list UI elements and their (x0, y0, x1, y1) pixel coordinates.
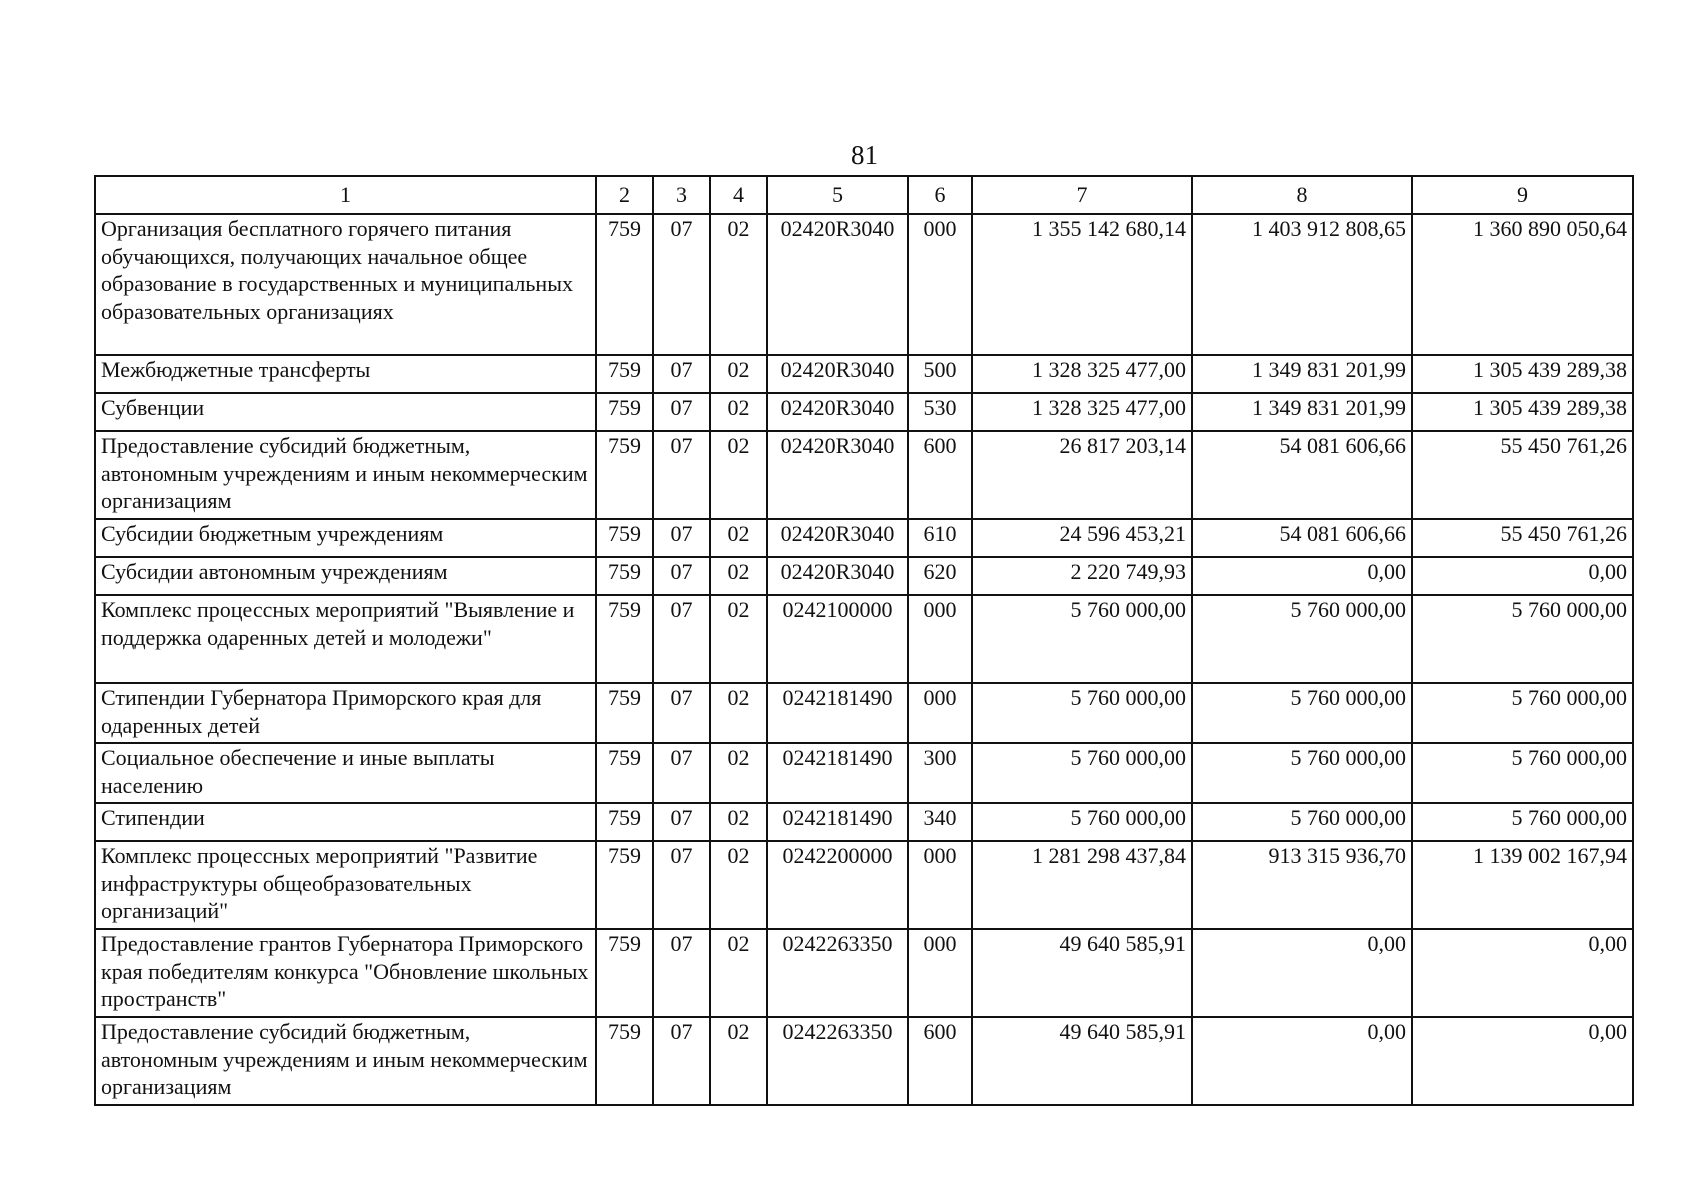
row-name: Субвенции (95, 393, 596, 431)
cell-c3: 07 (653, 595, 710, 683)
cell-c7: 24 596 453,21 (972, 519, 1192, 557)
table-row (95, 431, 1633, 519)
table-row (95, 743, 1633, 803)
row-name: Субсидии автономным учреждениям (95, 557, 596, 595)
cell-c4: 02 (710, 683, 767, 743)
row-name: Социальное обеспечение и иные выплаты населению (95, 743, 596, 803)
cell-c6: 530 (908, 393, 972, 431)
cell-c6: 340 (908, 803, 972, 841)
row-name: Стипендии (95, 803, 596, 841)
cell-c2: 759 (596, 214, 653, 355)
cell-c8: 0,00 (1192, 1017, 1412, 1105)
cell-c8: 0,00 (1192, 557, 1412, 595)
table-row (95, 393, 1633, 431)
cell-c5: 0242200000 (767, 841, 908, 929)
cell-c9: 1 360 890 050,64 (1412, 214, 1633, 355)
cell-c7: 1 328 325 477,00 (972, 355, 1192, 393)
cell-c7: 1 355 142 680,14 (972, 214, 1192, 355)
row-name: Организация бесплатного горячего питания обучающихся, получающих начальное общее образование в государственных и муниципальных образовательных организациях (95, 214, 596, 355)
cell-c4: 02 (710, 929, 767, 1017)
cell-c7: 5 760 000,00 (972, 743, 1192, 803)
table-row (95, 1017, 1633, 1105)
cell-c3: 07 (653, 841, 710, 929)
cell-c4: 02 (710, 1017, 767, 1105)
cell-c9: 1 305 439 289,38 (1412, 393, 1633, 431)
cell-c6: 000 (908, 595, 972, 683)
row-name: Межбюджетные трансферты (95, 355, 596, 393)
cell-c4: 02 (710, 214, 767, 355)
cell-c3: 07 (653, 743, 710, 803)
table-row (95, 595, 1633, 683)
cell-c7: 1 328 325 477,00 (972, 393, 1192, 431)
cell-c8: 1 349 831 201,99 (1192, 393, 1412, 431)
cell-c4: 02 (710, 803, 767, 841)
cell-c5: 0242181490 (767, 743, 908, 803)
cell-c9: 5 760 000,00 (1412, 595, 1633, 683)
page-number: 81 (851, 140, 878, 170)
column-header: 2 (596, 176, 653, 214)
cell-c3: 07 (653, 214, 710, 355)
cell-c7: 5 760 000,00 (972, 683, 1192, 743)
row-name: Стипендии Губернатора Приморского края для одаренных детей (95, 683, 596, 743)
cell-c5: 0242100000 (767, 595, 908, 683)
cell-c4: 02 (710, 841, 767, 929)
table-row (95, 683, 1633, 743)
cell-c8: 5 760 000,00 (1192, 803, 1412, 841)
cell-c6: 600 (908, 1017, 972, 1105)
cell-c8: 0,00 (1192, 929, 1412, 1017)
cell-c3: 07 (653, 557, 710, 595)
cell-c5: 02420R3040 (767, 214, 908, 355)
cell-c5: 02420R3040 (767, 557, 908, 595)
cell-c3: 07 (653, 683, 710, 743)
cell-c2: 759 (596, 1017, 653, 1105)
cell-c2: 759 (596, 803, 653, 841)
cell-c3: 07 (653, 519, 710, 557)
cell-c2: 759 (596, 595, 653, 683)
cell-c2: 759 (596, 355, 653, 393)
table-row (95, 929, 1633, 1017)
cell-c5: 02420R3040 (767, 393, 908, 431)
cell-c8: 5 760 000,00 (1192, 743, 1412, 803)
table-row (95, 803, 1633, 841)
row-name: Субсидии бюджетным учреждениям (95, 519, 596, 557)
column-header: 4 (710, 176, 767, 214)
cell-c8: 5 760 000,00 (1192, 683, 1412, 743)
cell-c3: 07 (653, 431, 710, 519)
cell-c8: 1 349 831 201,99 (1192, 355, 1412, 393)
cell-c5: 02420R3040 (767, 431, 908, 519)
cell-c5: 0242263350 (767, 1017, 908, 1105)
cell-c3: 07 (653, 929, 710, 1017)
row-name: Комплекс процессных мероприятий "Развитие инфраструктуры общеобразовательных организаций" (95, 841, 596, 929)
table-row (95, 841, 1633, 929)
table-row (95, 214, 1633, 355)
cell-c7: 1 281 298 437,84 (972, 841, 1192, 929)
table-row (95, 557, 1633, 595)
cell-c6: 500 (908, 355, 972, 393)
cell-c2: 759 (596, 519, 653, 557)
cell-c2: 759 (596, 929, 653, 1017)
column-header: 1 (95, 176, 596, 214)
cell-c6: 300 (908, 743, 972, 803)
cell-c6: 620 (908, 557, 972, 595)
cell-c5: 02420R3040 (767, 355, 908, 393)
cell-c7: 49 640 585,91 (972, 1017, 1192, 1105)
row-name: Предоставление субсидий бюджетным, автономным учреждениям и иным некоммерческим организациям (95, 431, 596, 519)
cell-c8: 54 081 606,66 (1192, 519, 1412, 557)
table-row (95, 519, 1633, 557)
column-header: 7 (972, 176, 1192, 214)
row-name: Предоставление субсидий бюджетным, автономным учреждениям и иным некоммерческим организациям (95, 1017, 596, 1105)
cell-c6: 000 (908, 929, 972, 1017)
cell-c3: 07 (653, 1017, 710, 1105)
cell-c9: 1 305 439 289,38 (1412, 355, 1633, 393)
cell-c4: 02 (710, 519, 767, 557)
cell-c5: 0242181490 (767, 683, 908, 743)
table-body (95, 214, 1633, 1105)
cell-c8: 1 403 912 808,65 (1192, 214, 1412, 355)
cell-c4: 02 (710, 355, 767, 393)
column-number-header-row (95, 176, 1633, 214)
cell-c2: 759 (596, 393, 653, 431)
cell-c5: 0242263350 (767, 929, 908, 1017)
cell-c2: 759 (596, 683, 653, 743)
cell-c9: 1 139 002 167,94 (1412, 841, 1633, 929)
cell-c6: 610 (908, 519, 972, 557)
cell-c9: 0,00 (1412, 557, 1633, 595)
column-header: 5 (767, 176, 908, 214)
column-header: 3 (653, 176, 710, 214)
budget-table (94, 175, 1634, 1106)
cell-c4: 02 (710, 595, 767, 683)
cell-c2: 759 (596, 743, 653, 803)
cell-c9: 55 450 761,26 (1412, 519, 1633, 557)
cell-c7: 5 760 000,00 (972, 803, 1192, 841)
column-header: 6 (908, 176, 972, 214)
cell-c9: 0,00 (1412, 1017, 1633, 1105)
cell-c8: 54 081 606,66 (1192, 431, 1412, 519)
row-name: Предоставление грантов Губернатора Приморского края победителям конкурса "Обновление школьных пространств" (95, 929, 596, 1017)
cell-c9: 0,00 (1412, 929, 1633, 1017)
cell-c5: 0242181490 (767, 803, 908, 841)
cell-c9: 55 450 761,26 (1412, 431, 1633, 519)
cell-c6: 000 (908, 214, 972, 355)
cell-c3: 07 (653, 803, 710, 841)
cell-c6: 000 (908, 841, 972, 929)
table-row (95, 355, 1633, 393)
cell-c7: 5 760 000,00 (972, 595, 1192, 683)
cell-c7: 2 220 749,93 (972, 557, 1192, 595)
cell-c4: 02 (710, 557, 767, 595)
cell-c4: 02 (710, 393, 767, 431)
cell-c7: 49 640 585,91 (972, 929, 1192, 1017)
cell-c6: 600 (908, 431, 972, 519)
cell-c9: 5 760 000,00 (1412, 803, 1633, 841)
cell-c9: 5 760 000,00 (1412, 743, 1633, 803)
cell-c8: 5 760 000,00 (1192, 595, 1412, 683)
cell-c6: 000 (908, 683, 972, 743)
cell-c8: 913 315 936,70 (1192, 841, 1412, 929)
cell-c4: 02 (710, 431, 767, 519)
column-header: 8 (1192, 176, 1412, 214)
cell-c9: 5 760 000,00 (1412, 683, 1633, 743)
cell-c3: 07 (653, 355, 710, 393)
row-name: Комплекс процессных мероприятий "Выявление и поддержка одаренных детей и молодежи" (95, 595, 596, 683)
cell-c2: 759 (596, 557, 653, 595)
cell-c2: 759 (596, 841, 653, 929)
cell-c7: 26 817 203,14 (972, 431, 1192, 519)
column-header: 9 (1412, 176, 1633, 214)
cell-c3: 07 (653, 393, 710, 431)
cell-c4: 02 (710, 743, 767, 803)
cell-c5: 02420R3040 (767, 519, 908, 557)
cell-c2: 759 (596, 431, 653, 519)
